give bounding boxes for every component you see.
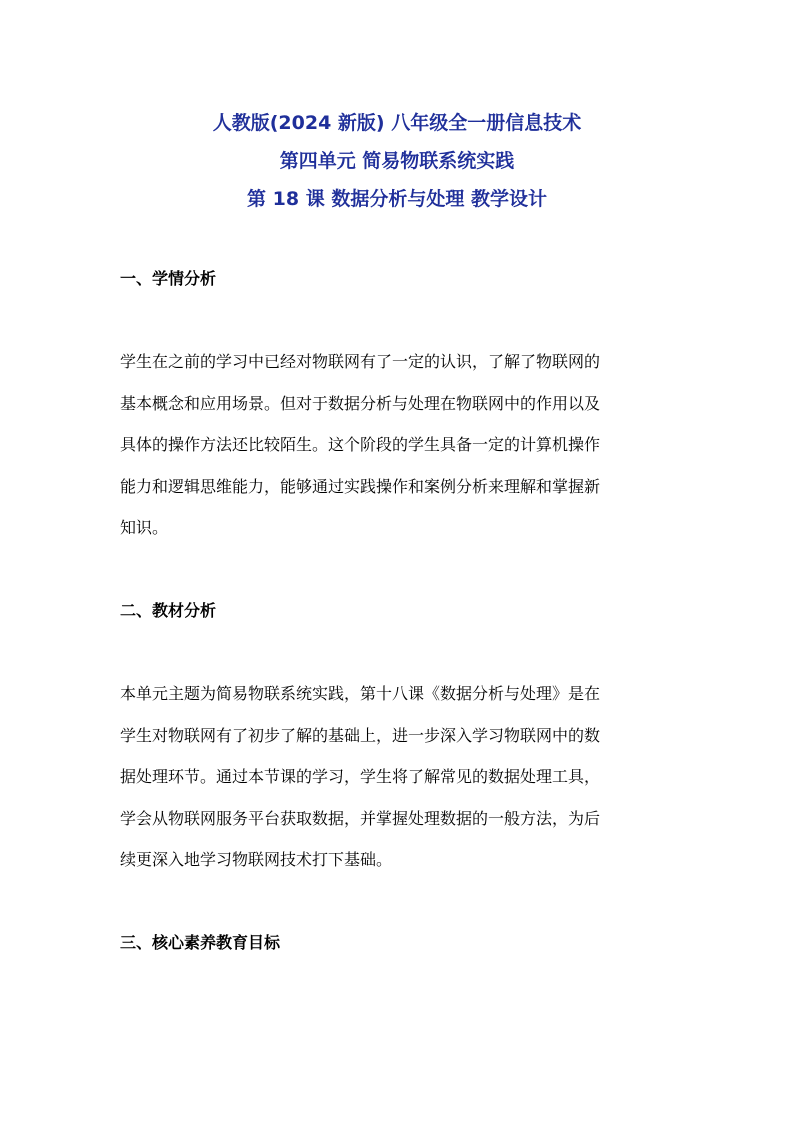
paragraph-line: 本单元主题为简易物联系统实践，第十八课《数据分析与处理》是在 [120,684,601,703]
paragraph-line: 具体的操作方法还比较陌生。这个阶段的学生具备一定的计算机操作 [120,435,601,454]
paragraph-line: 能力和逻辑思维能力，能够通过实践操作和案例分析来理解和掌握新 [120,476,601,496]
section-heading-core-literacy-goals: 三、核心素养教育目标 [120,933,281,952]
paragraph-textbook-analysis [120,673,690,881]
paragraph-line: 学生对物联网有了初步了解的基础上，进一步深入学习物联网中的数 [120,725,601,745]
paragraph-line: 基本概念和应用场景。但对于数据分析与处理在物联网中的作用以及 [120,393,601,413]
title-unit: 第四单元 简易物联系统实践 [279,150,515,172]
paragraph-student-analysis [120,341,690,549]
section-heading-textbook-analysis: 二、教材分析 [120,601,217,620]
paragraph-line: 知识。 [120,518,169,537]
paragraph-line: 学生在之前的学习中已经对物联网有了一定的认识，了解了物联网的 [120,352,601,371]
paragraph-line: 学会从物联网服务平台获取数据，并掌握处理数据的一般方法，为后 [120,808,601,828]
document-title [0,104,794,218]
paragraph-line: 据处理环节。通过本节课的学习，学生将了解常见的数据处理工具， [120,767,601,786]
paragraph-line: 续更深入地学习物联网技术打下基础。 [120,850,393,869]
section-heading-student-analysis: 一、学情分析 [120,269,217,288]
title-lesson: 第 18 课 数据分析与处理 教学设计 [247,188,547,210]
title-textbook: 人教版(2024 新版) 八年级全一册信息技术 [212,112,582,134]
